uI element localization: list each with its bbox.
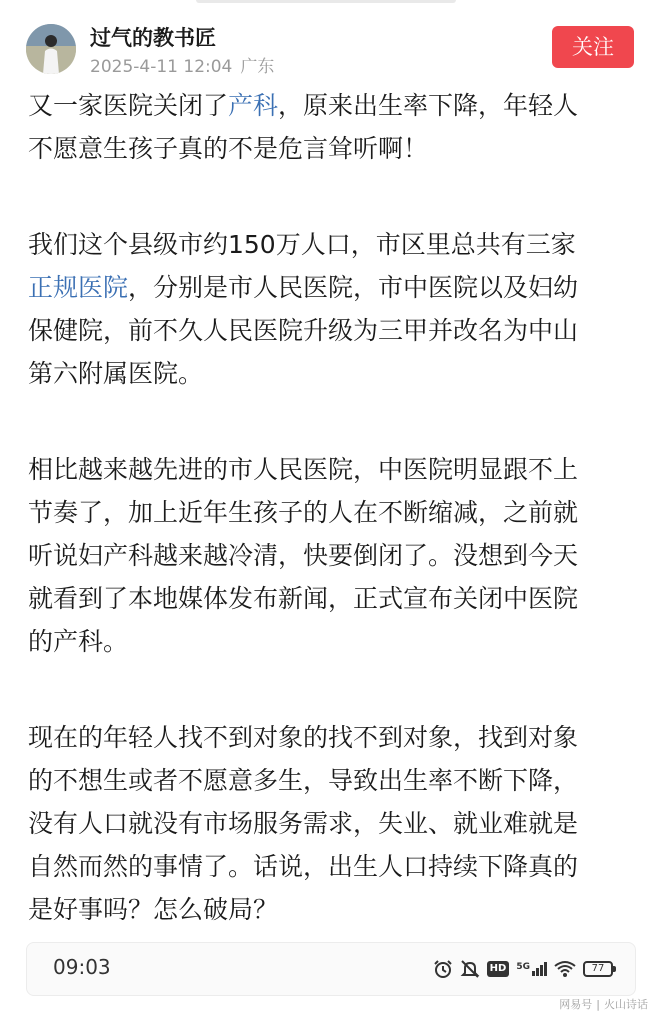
status-time: 09:03 [53, 955, 111, 979]
wifi-icon [554, 960, 576, 978]
post-line: 是好事吗？怎么破局？ [28, 895, 279, 924]
network-type: 5G [516, 962, 530, 972]
watermark-author: 火山诗话 [604, 998, 648, 1011]
status-bar [26, 942, 636, 996]
post-meta [90, 52, 274, 77]
post-line: 自然而然的事情了。话说，出生人口持续下降真的 [28, 852, 579, 881]
post-date: 2025-4-11 12:04 [90, 57, 233, 77]
battery-icon: 77 [583, 961, 613, 977]
watermark-source: 网易号 [559, 998, 593, 1011]
signal-icon [516, 962, 547, 976]
post-line: 相比越来越先进的市人民医院，中医院明显跟不上 [28, 455, 579, 484]
status-icons [433, 956, 613, 982]
post-line: 第六附属医院。 [28, 359, 204, 388]
watermark: 网易号 | 火山诗话 [559, 998, 648, 1011]
post-line: 就看到了本地媒体发布新闻，正式宣布关闭中医院 [28, 584, 579, 613]
post-text: ，原来出生率下降，年轻人 [278, 91, 579, 120]
post-text: ，分别是市人民医院，市中医院以及妇幼 [128, 273, 579, 302]
post-line: 不愿意生孩子真的不是危言耸听啊！ [28, 134, 429, 163]
post-line: 没有人口就没有市场服务需求，失业、就业难就是 [28, 809, 579, 838]
post-line: 的产科。 [28, 627, 129, 656]
post-body [28, 84, 640, 931]
post-line: 听说妇产科越来越冷清，快要倒闭了。没想到今天 [28, 541, 579, 570]
post-line: 的不想生或者不愿意多生，导致出生率不断下降， [28, 766, 579, 795]
post-line: 保健院，前不久人民医院升级为三甲并改名为中山 [28, 316, 579, 345]
follow-button[interactable]: 关注 [552, 26, 634, 68]
mute-icon [460, 959, 480, 979]
hd-icon: HD [487, 961, 510, 977]
post-line: 节奏了，加上近年生孩子的人在不断缩减，之前就 [28, 498, 579, 527]
top-divider [196, 0, 456, 3]
post-text: 又一家医院关闭了 [28, 91, 229, 120]
post-line [28, 84, 640, 127]
person-avatar-icon [26, 24, 76, 74]
post-location: 广东 [240, 57, 275, 77]
avatar[interactable] [26, 24, 76, 74]
topic-link-hospital[interactable]: 正规医院 [28, 273, 129, 302]
post-line: 我们这个县级市约150万人口，市区里总共有三家 [28, 230, 576, 259]
post-line [28, 266, 640, 309]
topic-link-obstetrics[interactable]: 产科 [228, 91, 279, 120]
alarm-icon [433, 959, 453, 979]
post-line: 现在的年轻人找不到对象的找不到对象，找到对象 [28, 723, 579, 752]
author-name[interactable]: 过气的教书匠 [90, 26, 216, 50]
